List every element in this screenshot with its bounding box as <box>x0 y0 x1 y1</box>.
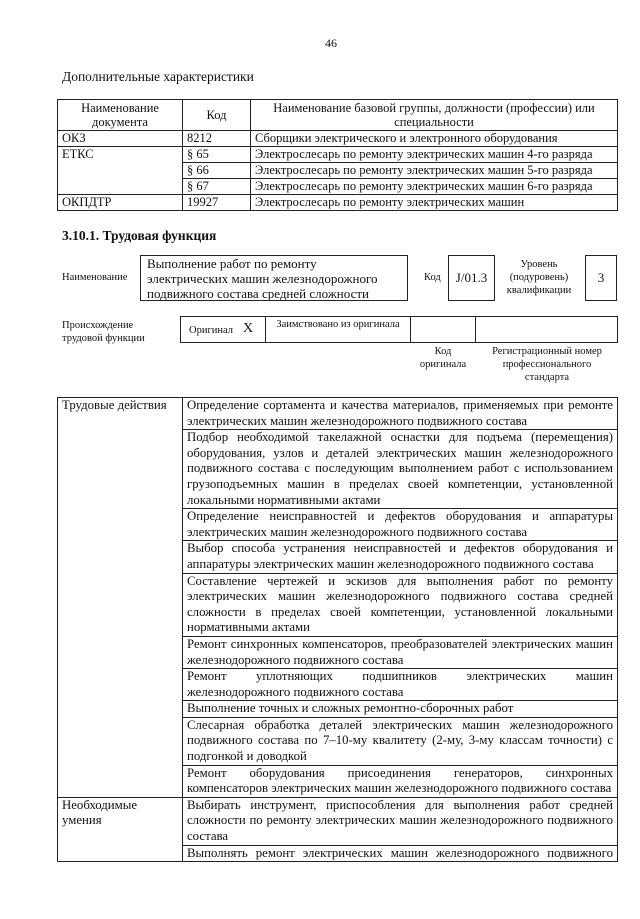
details-table <box>57 397 618 862</box>
level-value: 3 <box>585 255 617 301</box>
header-doc: Наименование документа <box>58 100 183 131</box>
function-name: Выполнение работ по ремонту электрических машин железнодорожного подвижного состава средней сложности <box>140 255 408 301</box>
table-row: ЕТКС § 65 Электрослесарь по ремонту электрических машин 4-го разряда <box>58 147 618 163</box>
original-mark: X <box>243 321 254 336</box>
table-row: Необходимые умения Выбирать инструмент, приспособления для выполнения работ средней сложности по ремонту электрических машин железнодорожного подвижного состава <box>58 797 618 845</box>
page-number: 46 <box>325 36 337 50</box>
reg-number-cell <box>475 316 618 343</box>
table-row: Выбор способа устранения неисправностей и дефектов оборудования и аппаратуры электрических машин железнодорожного подвижного состава <box>58 541 618 573</box>
code-value: J/01.3 <box>448 255 495 301</box>
code-label: Код <box>424 272 441 283</box>
additional-characteristics-table <box>57 99 618 211</box>
function-heading: 3.10.1. Трудовая функция <box>62 228 217 243</box>
table-row: Трудовые действия Определение сортамента и качества материалов, применяемых при ремонте электрических машин железнодорожного подвижного состава <box>58 398 618 430</box>
original-cell: Оригинал X <box>180 316 266 343</box>
origin-label: Происхождение трудовой функции <box>62 320 145 344</box>
name-label: Наименование <box>62 272 128 283</box>
table-row: Ремонт уплотняющих подшипников электрических машин железнодорожного подвижного состава <box>58 669 618 701</box>
section-title: Дополнительные характеристики <box>62 69 254 84</box>
table-row: Ремонт оборудования присоединения генераторов, синхронных компенсаторов электрических машин железнодорожного подвижного состава <box>58 765 618 797</box>
table-row: Выполнять ремонт электрических машин железнодорожного подвижного <box>58 845 618 862</box>
level-label: Уровень (подуровень) квалификации <box>506 259 572 296</box>
table-row: Определение неисправностей и дефектов оборудования и аппаратуры электрических машин железнодорожного подвижного состава <box>58 509 618 541</box>
actions-label: Трудовые действия <box>58 398 183 430</box>
header-name: Наименование базовой группы, должности (профессии) или специальности <box>251 100 618 131</box>
borrowed-cell: Заимствовано из оригинала <box>265 316 411 343</box>
table-row: Подбор необходимой такелажной оснастки для подъема (перемещения) оборудования, узлов и деталей электрических машин железнодорожного подвижного состава с последующим выполнением работ с использованием грузоподъемных машин в пределах своей компетенции, установленной локальными нормативными актами <box>58 430 618 509</box>
table-row: Составление чертежей и эскизов для выполнения работ по ремонту электрических машин железнодорожного подвижного состава средней сложности в пределах своей компетенции, установленной локальными нормативными актами <box>58 573 618 636</box>
table-row: Ремонт синхронных компенсаторов, преобразователей электрических машин железнодорожного подвижного состава <box>58 636 618 668</box>
orig-code-label: Код оригинала <box>419 346 467 370</box>
orig-code-cell <box>410 316 476 343</box>
table-row: § 67 Электрослесарь по ремонту электрических машин 6-го разряда <box>58 179 618 195</box>
table-row: ОКЗ 8212 Сборщики электрического и электронного оборудования <box>58 131 618 147</box>
table-row: ОКПДТР 19927 Электрослесарь по ремонту электрических машин <box>58 195 618 211</box>
table-row: § 66 Электрослесарь по ремонту электрических машин 5-го разряда <box>58 163 618 179</box>
table-row: Слесарная обработка деталей электрических машин железнодорожного подвижного состава по 7–10-му квалитету (2-му, 3-му классам точности) с подгонкой и доводкой <box>58 717 618 765</box>
header-code: Код <box>183 100 251 131</box>
table-row: Выполнение точных и сложных ремонтно-сборочных работ <box>58 701 618 718</box>
reg-number-label: Регистрационный номер профессионального стандарта <box>492 346 602 383</box>
skills-label: Необходимые умения <box>58 797 183 845</box>
